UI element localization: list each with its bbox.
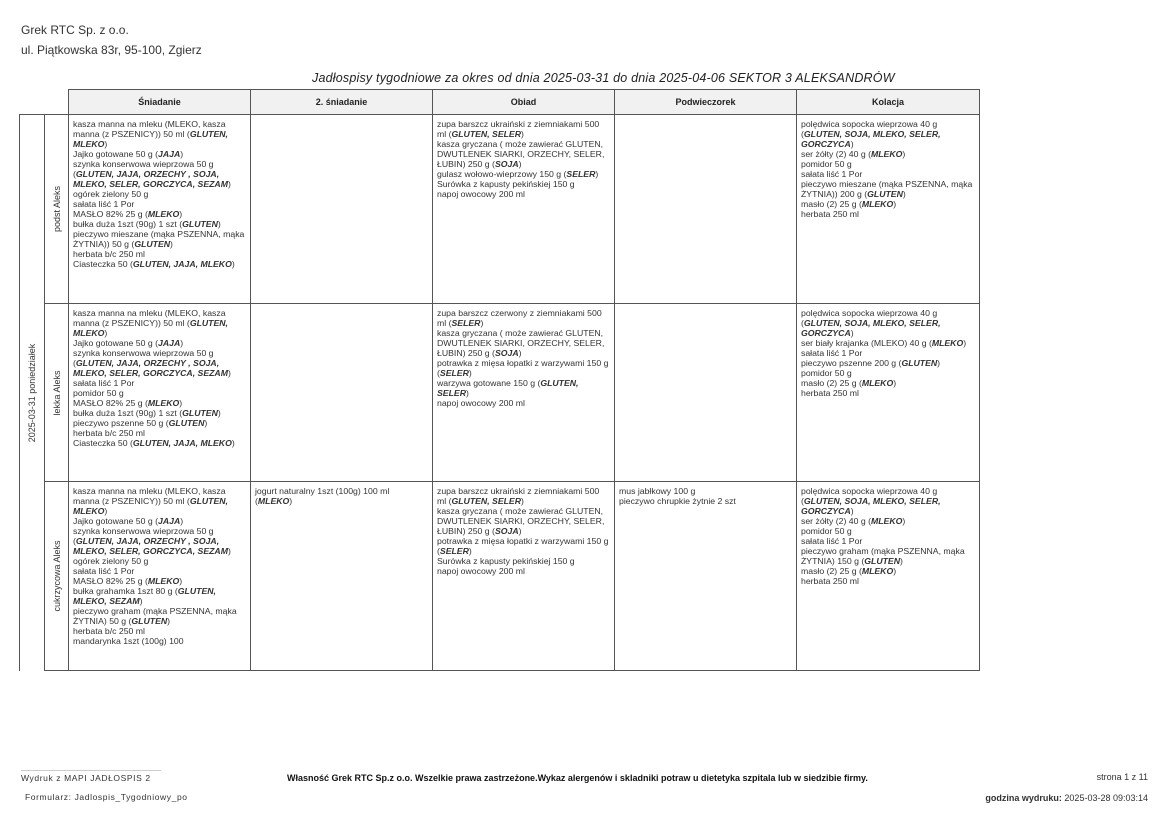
column-header-dinner: Kolacja xyxy=(797,90,980,115)
menu-table xyxy=(19,89,980,671)
menu-item: Ciasteczka 50 (GLUTEN, JAJA, MLEKO) xyxy=(73,438,235,448)
diet-label: podst Aleks xyxy=(51,185,62,233)
menu-item: Surówka z kapusty pekińskiej 150 g xyxy=(437,556,575,566)
menu-item: potrawka z mięsa łopatki z warzywami 150 g (SELER) xyxy=(437,358,609,378)
menu-item: pieczywo chrupkie żytnie 2 szt xyxy=(619,496,736,506)
menu-item: kasza gryczana ( może zawierać GLUTEN, DWUTLENEK SIARKI, ORZECHY, SELER, ŁUBIN) 250 g (SOJA) xyxy=(437,506,605,536)
menu-item: polędwica sopocka wieprzowa 40 g (GLUTEN, SOJA, MLEKO, SELER, GORCZYCA) xyxy=(801,119,941,149)
menu-item: pomidor 50 g xyxy=(801,368,852,378)
menu-item: mandarynka 1szt (100g) 100 xyxy=(73,636,184,646)
menu-item: masło (2) 25 g (MLEKO) xyxy=(801,378,897,388)
diet-label: lekka Aleks xyxy=(51,369,62,416)
meal-cell-afternoon-snack xyxy=(615,482,797,671)
print-time xyxy=(985,793,1148,803)
menu-item: pomidor 50 g xyxy=(801,159,852,169)
menu-item: mus jabłkowy 100 g xyxy=(619,486,696,496)
table-row xyxy=(20,304,980,482)
menu-item: herbata 250 ml xyxy=(801,388,859,398)
menu-item: sałata liść 1 Por xyxy=(801,169,863,179)
column-header-breakfast: Śniadanie xyxy=(69,90,251,115)
meal-cell-breakfast xyxy=(69,115,251,304)
menu-item: napoj owocowy 200 ml xyxy=(437,189,525,199)
table-row xyxy=(20,482,980,671)
menu-item: jogurt naturalny 1szt (100g) 100 ml (MLEKO) xyxy=(255,486,390,506)
menu-item: pomidor 50 g xyxy=(801,526,852,536)
menu-item: Jajko gotowane 50 g (JAJA) xyxy=(73,516,184,526)
menu-item: Ciasteczka 50 (GLUTEN, JAJA, MLEKO) xyxy=(73,259,235,269)
menu-item: kasza gryczana ( może zawierać GLUTEN, DWUTLENEK SIARKI, ORZECHY, SELER, ŁUBIN) 250 g (SOJA) xyxy=(437,139,605,169)
page-number: strona 1 z 11 xyxy=(1096,772,1148,782)
menu-item: sałata liść 1 Por xyxy=(73,378,135,388)
meal-cell-breakfast xyxy=(69,304,251,482)
menu-item: sałata liść 1 Por xyxy=(73,199,135,209)
menu-item: Jajko gotowane 50 g (JAJA) xyxy=(73,338,184,348)
footer-form: Formularz: Jadlospis_Tygodniowy_po xyxy=(25,792,188,802)
menu-item: MASŁO 82% 25 g (MLEKO) xyxy=(73,209,183,219)
menu-item: polędwica sopocka wieprzowa 40 g (GLUTEN, SOJA, MLEKO, SELER, GORCZYCA) xyxy=(801,308,941,338)
menu-item: herbata 250 ml xyxy=(801,209,859,219)
menu-item: herbata b/c 250 ml xyxy=(73,249,145,259)
menu-item: sałata liść 1 Por xyxy=(801,348,863,358)
meal-cell-dinner xyxy=(797,115,980,304)
menu-item: pieczywo graham (mąka PSZENNA, mąka ŻYTNIA) 50 g (GLUTEN) xyxy=(73,606,237,626)
meal-cell-second-breakfast xyxy=(251,482,433,671)
meal-cell-second-breakfast xyxy=(251,304,433,482)
menu-item: herbata b/c 250 ml xyxy=(73,428,145,438)
print-time-label: godzina wydruku: xyxy=(985,793,1062,803)
company-name: Grek RTC Sp. z o.o. xyxy=(21,23,129,37)
meal-cell-afternoon-snack xyxy=(615,115,797,304)
footer-ownership: Własność Grek RTC Sp.z o.o. Wszelkie prawa zastrzeżone.Wykaz alergenów i skladniki potraw u dietetyka szpitala lub w siedzibie firmy. xyxy=(287,773,868,783)
header-corner xyxy=(20,90,69,115)
menu-item: pieczywo graham (mąka PSZENNA, mąka ŻYTNIA) 150 g (GLUTEN) xyxy=(801,546,965,566)
menu-item: szynka konserwowa wieprzowa 50 g (GLUTEN, JAJA, ORZECHY , SOJA, MLEKO, SELER, GORCZYCA, SEZAM) xyxy=(73,159,231,189)
menu-item: pieczywo mieszane (mąka PSZENNA, mąka ŻYTNIA)) 50 g (GLUTEN) xyxy=(73,229,245,249)
column-header-afternoon-snack: Podwieczorek xyxy=(615,90,797,115)
meal-cell-second-breakfast xyxy=(251,115,433,304)
menu-item: pomidor 50 g xyxy=(73,388,124,398)
table-row xyxy=(20,115,980,304)
menu-item: polędwica sopocka wieprzowa 40 g (GLUTEN, SOJA, MLEKO, SELER, GORCZYCA) xyxy=(801,486,941,516)
menu-item: kasza gryczana ( może zawierać GLUTEN, DWUTLENEK SIARKI, ORZECHY, SELER, ŁUBIN) 250 g (SOJA) xyxy=(437,328,605,358)
footer-divider xyxy=(21,770,161,771)
menu-item: szynka konserwowa wieprzowa 50 g (GLUTEN, JAJA, ORZECHY , SOJA, MLEKO, SELER, GORCZYCA, SEZAM) xyxy=(73,526,231,556)
menu-item: ogórek zielony 50 g xyxy=(73,189,149,199)
print-time-value: 2025-03-28 09:03:14 xyxy=(1064,793,1148,803)
menu-item: Jajko gotowane 50 g (JAJA) xyxy=(73,149,184,159)
page-title: Jadłospisy tygodniowe za okres od dnia 2025-03-31 do dnia 2025-04-06 SEKTOR 3 ALEKSANDRÓW xyxy=(312,71,895,85)
menu-item: kasza manna na mleku (MLEKO, kasza manna (z PSZENICY)) 50 ml (GLUTEN, MLEKO) xyxy=(73,119,228,149)
meal-cell-afternoon-snack xyxy=(615,304,797,482)
menu-item: napoj owocowy 200 ml xyxy=(437,398,525,408)
meal-cell-lunch xyxy=(433,115,615,304)
menu-item: potrawka z mięsa łopatki z warzywami 150 g (SELER) xyxy=(437,536,609,556)
menu-item: ser żółty (2) 40 g (MLEKO) xyxy=(801,149,906,159)
menu-item: masło (2) 25 g (MLEKO) xyxy=(801,566,897,576)
menu-item: ser biały krajanka (MLEKO) 40 g (MLEKO) xyxy=(801,338,967,348)
menu-item: masło (2) 25 g (MLEKO) xyxy=(801,199,897,209)
menu-item: sałata liść 1 Por xyxy=(73,566,135,576)
menu-item: warzywa gotowane 150 g (GLUTEN, SELER) xyxy=(437,378,579,398)
menu-item: herbata 250 ml xyxy=(801,576,859,586)
menu-item: MASŁO 82% 25 g (MLEKO) xyxy=(73,576,183,586)
menu-item: kasza manna na mleku (MLEKO, kasza manna (z PSZENICY)) 50 ml (GLUTEN, MLEKO) xyxy=(73,308,228,338)
column-header-second-breakfast: 2. śniadanie xyxy=(251,90,433,115)
menu-item: zupa barszcz ukraiński z ziemniakami 500 ml (GLUTEN, SELER) xyxy=(437,119,600,139)
menu-item: bułka grahamka 1szt 80 g (GLUTEN, MLEKO, SEZAM) xyxy=(73,586,216,606)
meal-cell-lunch xyxy=(433,482,615,671)
meal-cell-lunch xyxy=(433,304,615,482)
diet-cell xyxy=(45,115,69,304)
date-cell xyxy=(20,115,45,671)
date-label: 2025-03-31 poniedziałek xyxy=(27,343,37,443)
menu-item: zupa barszcz czerwony z ziemniakami 500 ml (SELER) xyxy=(437,308,602,328)
menu-item: pieczywo mieszane (mąka PSZENNA, mąka ŻYTNIA)) 200 g (GLUTEN) xyxy=(801,179,973,199)
table-header-row xyxy=(20,90,980,115)
menu-item: MASŁO 82% 25 g (MLEKO) xyxy=(73,398,183,408)
menu-item: bułka duża 1szt (90g) 1 szt (GLUTEN) xyxy=(73,408,221,418)
menu-item: herbata b/c 250 ml xyxy=(73,626,145,636)
meal-cell-dinner xyxy=(797,482,980,671)
diet-cell xyxy=(45,304,69,482)
menu-item: pieczywo pszenne 50 g (GLUTEN) xyxy=(73,418,208,428)
column-header-lunch: Obiad xyxy=(433,90,615,115)
menu-item: bułka duża 1szt (90g) 1 szt (GLUTEN) xyxy=(73,219,221,229)
menu-item: sałata liść 1 Por xyxy=(801,536,863,546)
menu-item: gulasz wołowo-wieprzowy 150 g (SELER) xyxy=(437,169,599,179)
menu-item: pieczywo pszenne 200 g (GLUTEN) xyxy=(801,358,941,368)
menu-item: kasza manna na mleku (MLEKO, kasza manna (z PSZENICY)) 50 ml (GLUTEN, MLEKO) xyxy=(73,486,228,516)
meal-cell-dinner xyxy=(797,304,980,482)
menu-item: ser żółty (2) 40 g (MLEKO) xyxy=(801,516,906,526)
footer-printout: Wydruk z MAPI JADŁOSPIS 2 xyxy=(21,773,151,783)
menu-item: szynka konserwowa wieprzowa 50 g (GLUTEN, JAJA, ORZECHY , SOJA, MLEKO, SELER, GORCZYCA, SEZAM) xyxy=(73,348,231,378)
diet-label: cukrzycowa Aleks xyxy=(51,540,62,612)
menu-item: Surówka z kapusty pekińskiej 150 g xyxy=(437,179,575,189)
company-address: ul. Piątkowska 83r, 95-100, Zgierz xyxy=(21,43,202,57)
meal-cell-breakfast xyxy=(69,482,251,671)
menu-item: ogórek zielony 50 g xyxy=(73,556,149,566)
menu-item: napoj owocowy 200 ml xyxy=(437,566,525,576)
diet-cell xyxy=(45,482,69,671)
menu-item: zupa barszcz ukraiński z ziemniakami 500 ml (GLUTEN, SELER) xyxy=(437,486,600,506)
